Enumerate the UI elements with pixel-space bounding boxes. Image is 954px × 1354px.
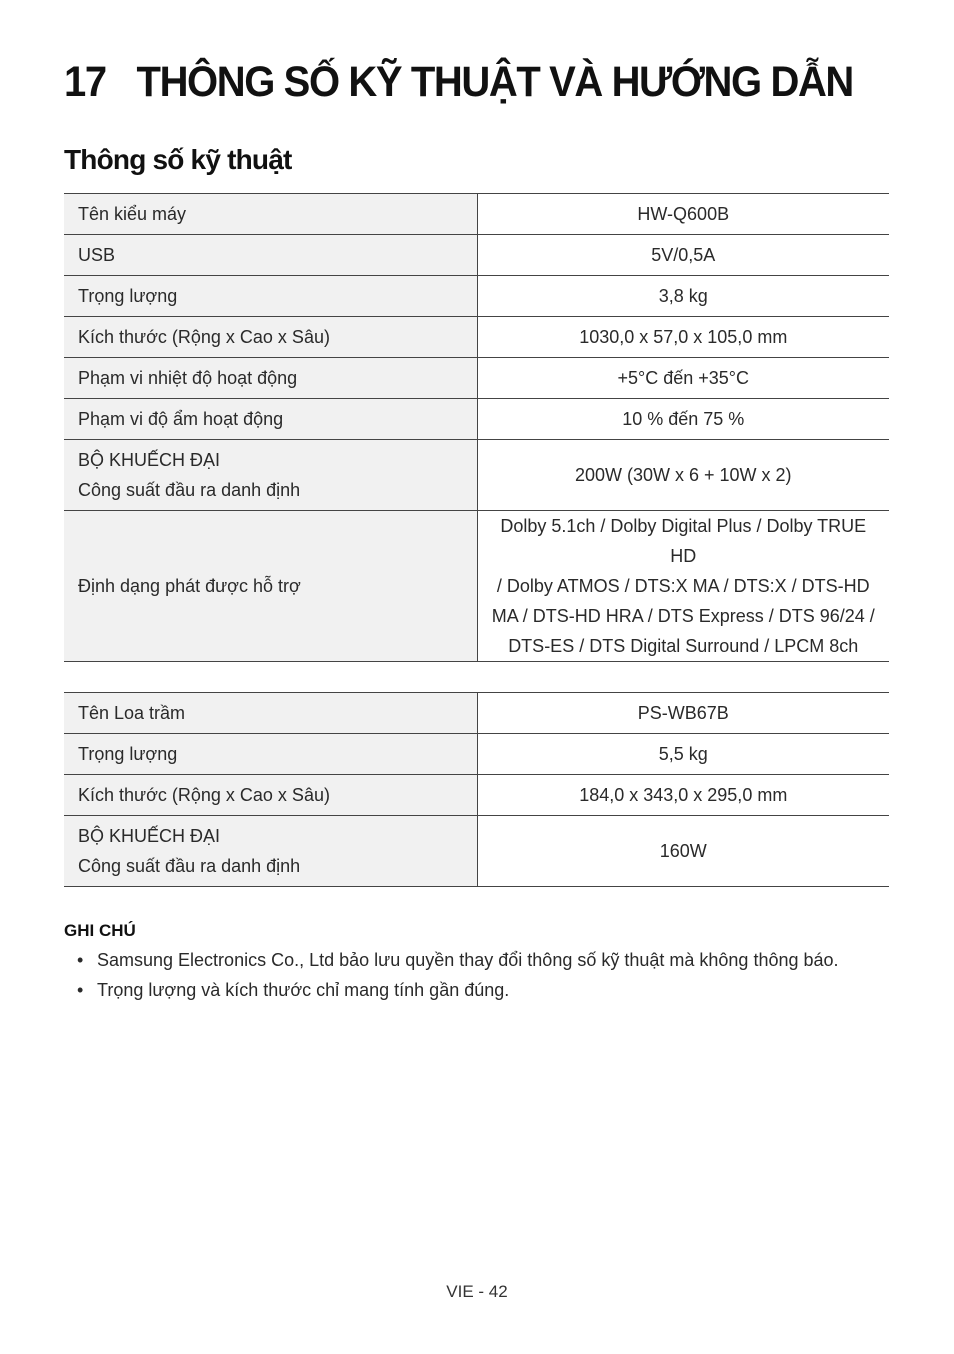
- subwoofer-spec-rows: [64, 693, 889, 887]
- spec-label-line: Tên kiểu máy: [78, 204, 187, 224]
- chapter-number: 17: [64, 58, 106, 106]
- spec-label-line: BỘ KHUẾCH ĐẠI: [78, 826, 221, 846]
- spec-label: [64, 734, 477, 775]
- spec-row: [64, 734, 889, 775]
- spec-label: [64, 693, 477, 734]
- spec-value-line: 10 % đến 75 %: [622, 409, 745, 429]
- spec-value: [477, 816, 889, 887]
- spec-label-line: Kích thước (Rộng x Cao x Sâu): [78, 327, 330, 347]
- spec-label-line: BỘ KHUẾCH ĐẠI: [78, 450, 221, 470]
- spec-label-line: Công suất đầu ra danh định: [78, 856, 301, 876]
- spec-value: [477, 235, 889, 276]
- spec-label: [64, 511, 477, 662]
- spec-label: [64, 194, 477, 235]
- spec-value-line: HW-Q600B: [637, 204, 730, 224]
- note-text: Trọng lượng và kích thước chỉ mang tính gần đúng.: [97, 979, 510, 1000]
- spec-value-line: 3,8 kg: [658, 286, 708, 306]
- spec-value: [477, 317, 889, 358]
- spec-label-line: USB: [78, 245, 116, 265]
- spec-value: [477, 734, 889, 775]
- spec-value-line: 5,5 kg: [658, 744, 708, 764]
- spec-row: [64, 317, 889, 358]
- spec-row: [64, 358, 889, 399]
- spec-label-line: Phạm vi độ ẩm hoạt động: [78, 409, 284, 429]
- spec-label-line: Trọng lượng: [78, 286, 178, 306]
- spec-value-line: DTS-ES / DTS Digital Surround / LPCM 8ch: [508, 636, 859, 656]
- spec-label: [64, 775, 477, 816]
- spec-label: [64, 816, 477, 887]
- spec-row: [64, 816, 889, 887]
- note-title: GHI CHÚ: [64, 921, 136, 940]
- spec-value-line: 200W (30W x 6 + 10W x 2): [574, 465, 792, 485]
- note-text: Samsung Electronics Co., Ltd bảo lưu quyền thay đổi thông số kỹ thuật mà không thông báo.: [97, 950, 839, 970]
- spec-row: [64, 693, 889, 734]
- spec-label: [64, 276, 477, 317]
- spec-value: [477, 358, 889, 399]
- spec-row: [64, 511, 889, 662]
- note-item: [64, 946, 839, 976]
- spec-value-line: Dolby 5.1ch / Dolby Digital Plus / Dolby TRUE HD: [500, 516, 867, 566]
- spec-value: [477, 276, 889, 317]
- spec-label: [64, 358, 477, 399]
- bullet-icon: •: [77, 979, 84, 1000]
- spec-value-line: PS-WB67B: [637, 703, 729, 723]
- spec-label-line: Phạm vi nhiệt độ hoạt động: [78, 368, 298, 388]
- spec-row: [64, 235, 889, 276]
- spec-row: [64, 276, 889, 317]
- spec-value-line: 1030,0 x 57,0 x 105,0 mm: [579, 327, 788, 347]
- spec-value: [477, 194, 889, 235]
- spec-row: [64, 440, 889, 511]
- spec-value: [477, 693, 889, 734]
- spec-label: [64, 235, 477, 276]
- spec-value-line: 184,0 x 343,0 x 295,0 mm: [579, 785, 788, 805]
- spec-row: [64, 775, 889, 816]
- bullet-icon: •: [77, 950, 84, 970]
- spec-label-line: Công suất đầu ra danh định: [78, 480, 301, 500]
- subwoofer-spec-table: [64, 692, 889, 887]
- note-list: [64, 946, 839, 1005]
- spec-row: [64, 399, 889, 440]
- spec-value: [477, 775, 889, 816]
- spec-label-line: Tên Loa trầm: [78, 703, 186, 723]
- spec-value-line: +5°C đến +35°C: [617, 368, 749, 388]
- spec-value-line: MA / DTS-HD HRA / DTS Express / DTS 96/24 /: [491, 606, 875, 626]
- spec-value-line: 160W: [659, 841, 707, 861]
- chapter-title: THÔNG SỐ KỸ THUẬT VÀ HƯỚNG DẪN: [136, 58, 853, 106]
- spec-value-line: / Dolby ATMOS / DTS:X MA / DTS:X / DTS-HD: [496, 576, 870, 596]
- spec-label-line: Định dạng phát được hỗ trợ: [78, 576, 301, 596]
- soundbar-spec-rows: [64, 194, 889, 662]
- spec-row: [64, 194, 889, 235]
- spec-label: [64, 399, 477, 440]
- spec-value-line: 5V/0,5A: [651, 245, 716, 265]
- section-title: Thông số kỹ thuật: [64, 144, 292, 175]
- spec-label-line: Trọng lượng: [78, 744, 178, 764]
- spec-label: [64, 440, 477, 511]
- soundbar-spec-table: [64, 193, 889, 662]
- spec-label-line: Kích thước (Rộng x Cao x Sâu): [78, 785, 330, 805]
- spec-value: [477, 399, 889, 440]
- spec-value: [477, 511, 889, 662]
- note-item: [64, 976, 839, 1006]
- spec-value: [477, 440, 889, 511]
- chapter-heading: [64, 56, 853, 108]
- page-number: VIE - 42: [446, 1282, 508, 1301]
- spec-label: [64, 317, 477, 358]
